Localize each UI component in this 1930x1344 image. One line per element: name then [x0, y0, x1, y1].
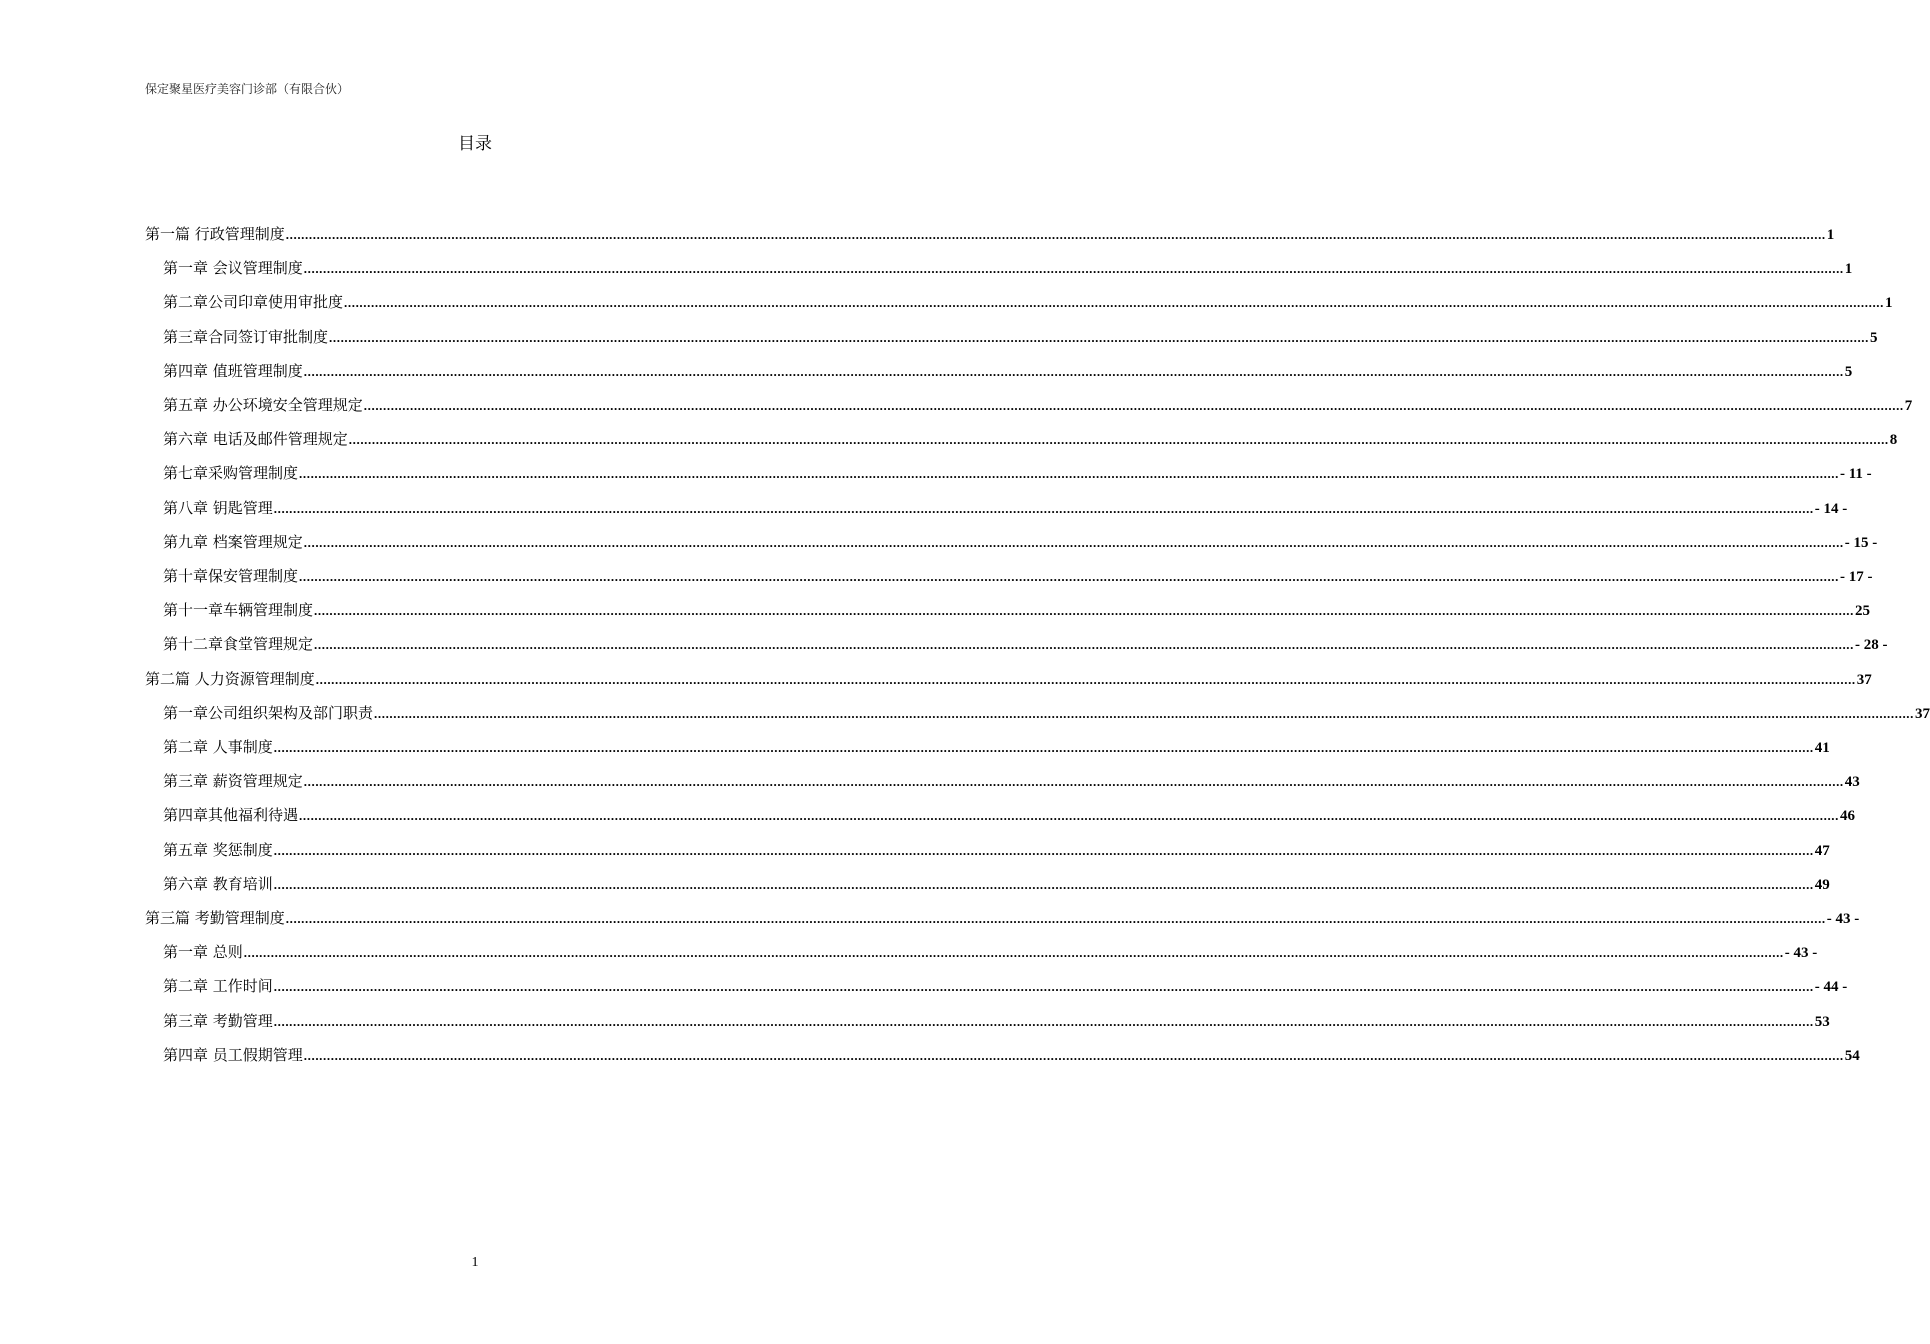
toc-entry[interactable]: [163, 701, 1930, 725]
toc-dot-leader: ................................................................................................................................................................................................................................................................................................................................................................................................................: [285, 911, 1826, 926]
toc-dot-leader: ................................................................................................................................................................................................................................................................................................................................................................................................................: [273, 1013, 1814, 1029]
toc-entry-label: 第二章 工作时间: [163, 977, 273, 996]
toc-entry-label: 第二篇 人力资源管理制度: [145, 669, 315, 688]
toc-entry-label: 第二章 人事制度: [163, 738, 273, 756]
toc-entry-label: 第二章公司印章使用审批度: [163, 293, 344, 312]
toc-entry-label: 第四章 员工假期管理: [163, 1045, 303, 1064]
toc-dot-leader: ................................................................................................................................................................................................................................................................................................................................................................................................................: [303, 534, 1844, 550]
toc-dot-leader: ................................................................................................................................................................................................................................................................................................................................................................................................................: [285, 227, 1826, 242]
toc-entry-label: 第六章 电话及邮件管理规定: [163, 430, 348, 449]
toc-dot-leader: ................................................................................................................................................................................................................................................................................................................................................................................................................: [329, 329, 1870, 345]
toc-entry-page: 25: [1855, 603, 1871, 620]
toc-entry[interactable]: [163, 940, 1818, 964]
toc-dot-leader: ................................................................................................................................................................................................................................................................................................................................................................................................................: [243, 945, 1784, 961]
toc-entry[interactable]: [163, 838, 1830, 862]
toc-entry-page: 41: [1814, 740, 1830, 756]
toc-dot-leader: ................................................................................................................................................................................................................................................................................................................................................................................................................: [299, 569, 1840, 584]
toc-dot-leader: ................................................................................................................................................................................................................................................................................................................................................................................................................: [273, 876, 1814, 892]
toc-entry-label: 第五章 奖惩制度: [163, 840, 273, 859]
toc-entry-page: 1: [1844, 261, 1853, 278]
toc-dot-leader: ................................................................................................................................................................................................................................................................................................................................................................................................................: [314, 603, 1855, 619]
toc-entry-page: 43: [1844, 774, 1860, 791]
toc-entry-label: 第六章 教育培训: [163, 874, 273, 893]
toc-dot-leader: ................................................................................................................................................................................................................................................................................................................................................................................................................: [299, 466, 1840, 482]
toc-dot-leader: ................................................................................................................................................................................................................................................................................................................................................................................................................: [303, 261, 1844, 277]
toc-dot-leader: ................................................................................................................................................................................................................................................................................................................................................................................................................: [374, 705, 1915, 721]
toc-entry[interactable]: [163, 461, 1872, 485]
toc-dot-leader: ................................................................................................................................................................................................................................................................................................................................................................................................................: [273, 740, 1814, 755]
toc-entry-label: 第八章 钥匙管理: [163, 498, 273, 517]
toc-entry[interactable]: [163, 974, 1848, 998]
toc-entry-page: 53: [1814, 1013, 1830, 1030]
toc-entry-label: 第十章保安管理制度: [163, 567, 299, 585]
toc-entry-page: - 15 -: [1844, 534, 1878, 551]
toc-entry[interactable]: [163, 598, 1871, 622]
toc-dot-leader: ................................................................................................................................................................................................................................................................................................................................................................................................................: [363, 398, 1904, 413]
toc-dot-leader: ................................................................................................................................................................................................................................................................................................................................................................................................................: [273, 842, 1814, 858]
toc-dot-leader: ................................................................................................................................................................................................................................................................................................................................................................................................................: [273, 979, 1814, 995]
toc-entry-label: 第七章采购管理制度: [163, 464, 299, 483]
toc-entry-label: 第四章 值班管理制度: [163, 361, 303, 380]
toc-entry-page: - 43 -: [1784, 945, 1818, 962]
toc-entry-page: 37: [1856, 671, 1872, 688]
toc-entry-page: 54: [1844, 1047, 1860, 1064]
toc-entry[interactable]: [163, 256, 1853, 280]
toc-entry[interactable]: [163, 1043, 1860, 1067]
toc-entry-page: 46: [1840, 808, 1856, 825]
toc-entry-label: 第三章合同签订审批制度: [163, 327, 329, 346]
toc-entry-label: 第四章其他福利待遇: [163, 806, 299, 825]
toc-entry[interactable]: [163, 769, 1860, 793]
toc-entry[interactable]: [163, 427, 1898, 451]
toc-entry-page: - 11 -: [1840, 466, 1872, 483]
toc-entry-page: - 44 -: [1814, 979, 1848, 996]
toc-entry-label: 第一篇 行政管理制度: [145, 225, 285, 243]
toc-entry-page: - 14 -: [1814, 500, 1848, 517]
toc-entry[interactable]: [163, 1009, 1830, 1033]
toc-entry-page: - 28 -: [1855, 637, 1888, 654]
toc-entry[interactable]: [163, 530, 1878, 554]
toc-dot-leader: ................................................................................................................................................................................................................................................................................................................................................................................................................: [303, 363, 1844, 379]
toc-entry-label: 第一章 总则: [163, 943, 243, 962]
toc-entry-page: 47: [1814, 842, 1830, 859]
toc-entry[interactable]: [145, 906, 1860, 930]
toc-entry[interactable]: [163, 632, 1888, 656]
toc-entry[interactable]: [163, 872, 1830, 896]
toc-dot-leader: ................................................................................................................................................................................................................................................................................................................................................................................................................: [315, 671, 1856, 687]
toc-entry-page: 49: [1814, 876, 1830, 893]
toc-dot-leader: ................................................................................................................................................................................................................................................................................................................................................................................................................: [348, 432, 1889, 448]
toc-entry-label: 第三章 薪资管理规定: [163, 772, 303, 791]
toc-entry-page: 5: [1870, 329, 1878, 346]
toc-entry[interactable]: [163, 290, 1893, 314]
document-header: 保定聚星医疗美容门诊部（有限合伙）: [145, 82, 350, 96]
toc-dot-leader: ................................................................................................................................................................................................................................................................................................................................................................................................................: [303, 774, 1844, 790]
toc-entry-page: 1: [1885, 295, 1893, 312]
toc-dot-leader: ................................................................................................................................................................................................................................................................................................................................................................................................................: [314, 637, 1855, 653]
toc-dot-leader: ................................................................................................................................................................................................................................................................................................................................................................................................................: [344, 295, 1885, 311]
toc-dot-leader: ................................................................................................................................................................................................................................................................................................................................................................................................................: [303, 1047, 1844, 1063]
toc-entry-page: 5: [1844, 363, 1853, 380]
page-title: 目录: [458, 134, 492, 154]
toc-entry[interactable]: [163, 803, 1856, 827]
toc-entry[interactable]: [145, 222, 1835, 246]
toc-entry-label: 第五章 办公环境安全管理规定: [163, 396, 363, 414]
toc-entry[interactable]: [163, 359, 1853, 383]
toc-entry-page: 7: [1904, 398, 1913, 414]
toc-entry-label: 第三章 考勤管理: [163, 1011, 273, 1030]
toc-entry-label: 第一章 会议管理制度: [163, 259, 303, 278]
toc-entry[interactable]: [163, 325, 1878, 349]
toc-entry-page: - 17 -: [1840, 569, 1873, 585]
toc-entry[interactable]: [163, 564, 1873, 588]
toc-entry[interactable]: [163, 735, 1830, 759]
toc-entry-label: 第十一章车辆管理制度: [163, 601, 314, 620]
toc-dot-leader: ................................................................................................................................................................................................................................................................................................................................................................................................................: [273, 500, 1814, 516]
toc-entry-label: 第十二章食堂管理规定: [163, 635, 314, 654]
toc-entry[interactable]: [163, 496, 1848, 520]
toc-entry-page: 37: [1915, 705, 1930, 722]
toc-entry-label: 第三篇 考勤管理制度: [145, 909, 285, 927]
toc-entry[interactable]: [163, 393, 1913, 417]
toc-dot-leader: ................................................................................................................................................................................................................................................................................................................................................................................................................: [299, 808, 1840, 824]
toc-entry-page: - 43 -: [1826, 911, 1860, 927]
page-number: 1: [471, 1255, 479, 1270]
toc-entry-label: 第一章公司组织架构及部门职责: [163, 703, 374, 722]
toc-entry-page: 1: [1826, 227, 1835, 243]
toc-entry[interactable]: [145, 667, 1872, 691]
toc-entry-page: 8: [1889, 432, 1898, 449]
toc-entry-label: 第九章 档案管理规定: [163, 532, 303, 551]
